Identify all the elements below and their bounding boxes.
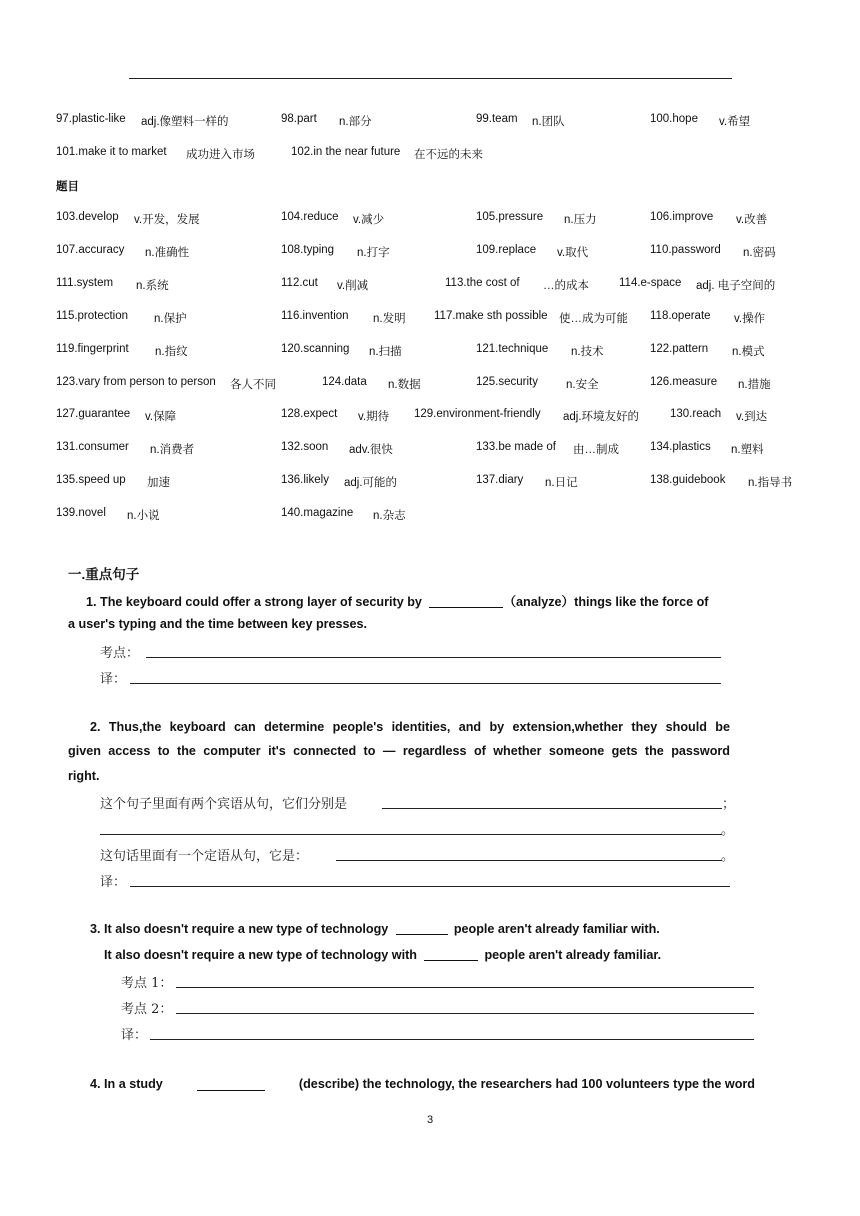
vocab-term: 106.improve <box>650 211 714 223</box>
object-clause-line-2[interactable] <box>100 834 722 835</box>
sentence-1-part-a: 1. The keyboard could offer a strong layer of security by <box>86 595 422 609</box>
vocab-definition: n.消费者 <box>150 444 195 456</box>
vocab-term: 116.invention <box>281 310 349 322</box>
vocab-term: 112.cut <box>281 277 318 289</box>
vocab-definition: 各人不同 <box>230 379 276 391</box>
vocab-definition: …的成本 <box>543 280 589 292</box>
vocab-term: 138.guidebook <box>650 474 726 486</box>
vocab-definition: n.措施 <box>738 379 771 391</box>
vocab-term: 111.system <box>56 277 114 289</box>
sentence-1-line-2: a user's typing and the time between key presses. <box>68 617 368 631</box>
period-2: 。 <box>721 849 735 864</box>
vocab-term: 137.diary <box>476 474 524 486</box>
vocab-definition: n.打字 <box>357 247 390 259</box>
attributive-clause-line[interactable] <box>336 860 722 861</box>
vocab-term: 139.novel <box>56 507 106 519</box>
vocab-definition: n.日记 <box>545 477 578 489</box>
vocab-definition: 使…成为可能 <box>559 313 628 325</box>
vocab-row <box>0 376 860 396</box>
vocab-definition: v.开发，发展 <box>134 214 200 226</box>
vocab-definition: n.安全 <box>566 379 599 391</box>
vocab-definition: n.小说 <box>127 510 160 522</box>
vocab-term: 102.in the near future <box>291 146 401 158</box>
sentence-4-part-b: (describe) the technology, the researchers had 100 volunteers type the word <box>298 1077 755 1091</box>
vocab-term: 127.guarantee <box>56 408 131 420</box>
vocab-definition: v.减少 <box>353 214 385 226</box>
vocab-term: 130.reach <box>670 408 722 420</box>
page-number: 3 <box>426 1114 434 1126</box>
vocab-definition: v.希望 <box>719 116 751 128</box>
period-1: 。 <box>721 823 735 838</box>
sentence-2-line-2: given access to the computer it's connected to — regardless of whether someone gets the password <box>68 744 730 758</box>
vocab-definition: 由…制成 <box>573 444 619 456</box>
vocab-term: 121.technique <box>476 343 549 355</box>
vocab-definition: n.密码 <box>743 247 776 259</box>
vocab-term: 99.team <box>476 113 518 125</box>
vocab-definition: n.保护 <box>154 313 187 325</box>
sentence-1-part-b: （analyze）things like the force of <box>503 595 709 609</box>
sentence-2-line-1: 2. Thus,the keyboard can determine people's identities, and by extension,whether they should be <box>90 720 730 734</box>
vocab-definition: n.扫描 <box>369 346 402 358</box>
object-clause-question: 这个句子里面有两个宾语从句，它们分别是 <box>100 797 348 812</box>
sentence-3-part-c: It also doesn't require a new type of technology with <box>104 948 417 962</box>
vocab-term: 125.security <box>476 376 539 388</box>
sentence-3-kaodian-2-label: 考点 2： <box>121 1002 173 1017</box>
vocab-term: 123.vary from person to person <box>56 376 216 388</box>
vocab-definition: adv.很快 <box>349 444 393 456</box>
sentence-1-line-1 <box>86 591 708 610</box>
vocab-definition: v.削减 <box>337 280 369 292</box>
vocab-definition: n.发明 <box>373 313 406 325</box>
vocab-definition: n.模式 <box>732 346 765 358</box>
vocab-definition: n.部分 <box>339 116 372 128</box>
vocab-row <box>0 441 860 461</box>
sentence-4-part-a: 4. In a study <box>90 1077 163 1091</box>
vocab-term: 104.reduce <box>281 211 339 223</box>
sentence-3-kaodian-2-line[interactable] <box>176 1013 754 1014</box>
sentence-3-kaodian-1-line[interactable] <box>176 987 754 988</box>
vocab-row <box>0 408 860 428</box>
semicolon: ； <box>722 797 736 812</box>
vocab-definition: n.指纹 <box>155 346 188 358</box>
sentence-4-line-1 <box>90 1077 755 1091</box>
header-rule <box>129 78 732 79</box>
vocab-definition: adj.像塑料一样的 <box>141 116 229 128</box>
sentence-3-translation-label: 译： <box>121 1028 148 1043</box>
vocab-term: 136.likely <box>281 474 329 486</box>
vocab-row <box>0 211 860 231</box>
vocab-term: 101.make it to market <box>56 146 167 158</box>
vocab-term: 115.protection <box>56 310 129 322</box>
sentence-1-translation-label: 译： <box>100 672 127 687</box>
vocab-term: 114.e-space <box>619 277 682 289</box>
attributive-clause-question: 这句话里面有一个定语从句，它是： <box>100 849 309 864</box>
vocab-row <box>0 310 860 330</box>
vocab-term: 117.make sth possible <box>434 310 548 322</box>
sentence-3-line-2 <box>104 947 661 962</box>
vocab-row <box>0 146 860 166</box>
sentence-3-part-b: people aren't already familiar with. <box>453 922 660 936</box>
vocab-term: 103.develop <box>56 211 119 223</box>
vocab-definition: n.压力 <box>564 214 597 226</box>
vocab-term: 129.environment-friendly <box>414 408 541 420</box>
vocab-definition: adj. 电子空间的 <box>696 280 776 292</box>
vocab-definition: n.团队 <box>532 116 565 128</box>
vocab-term: 120.scanning <box>281 343 350 355</box>
vocab-term: 98.part <box>281 113 317 125</box>
vocab-term: 124.data <box>322 376 367 388</box>
vocab-definition: 加速 <box>147 477 170 489</box>
vocab-term: 131.consumer <box>56 441 129 453</box>
sentence-2-line-3: right. <box>68 769 100 783</box>
vocab-term: 105.pressure <box>476 211 544 223</box>
object-clause-line-1[interactable] <box>382 808 722 809</box>
vocab-row <box>0 244 860 264</box>
vocab-row <box>0 507 860 527</box>
vocab-row <box>0 277 860 297</box>
vocab-definition: n.杂志 <box>373 510 406 522</box>
vocab-definition: v.到达 <box>736 411 768 423</box>
vocab-term: 119.fingerprint <box>56 343 129 355</box>
topic-heading: 题目 <box>56 181 79 193</box>
sentence-3-blank-1[interactable] <box>396 921 448 935</box>
vocab-row <box>0 474 860 494</box>
sentence-4-blank[interactable] <box>197 1077 265 1091</box>
vocab-definition: v.改善 <box>736 214 768 226</box>
sentence-1-kaodian-line[interactable] <box>146 657 721 658</box>
vocab-definition: n.技术 <box>571 346 604 358</box>
vocab-term: 126.measure <box>650 376 718 388</box>
vocab-term: 128.expect <box>281 408 338 420</box>
vocab-term: 110.password <box>650 244 721 256</box>
vocab-definition: v.期待 <box>358 411 390 423</box>
vocab-definition: n.数据 <box>388 379 421 391</box>
vocab-term: 100.hope <box>650 113 698 125</box>
vocab-definition: n.准确性 <box>145 247 190 259</box>
vocab-definition: v.取代 <box>557 247 589 259</box>
vocab-term: 118.operate <box>650 310 711 322</box>
vocab-term: 108.typing <box>281 244 335 256</box>
vocab-definition: 成功进入市场 <box>186 149 255 161</box>
vocab-term: 140.magazine <box>281 507 354 519</box>
sentence-3-part-d: people aren't already familiar. <box>484 948 662 962</box>
sentence-3-blank-2[interactable] <box>424 947 478 961</box>
vocab-term: 122.pattern <box>650 343 709 355</box>
vocab-definition: n.系统 <box>136 280 169 292</box>
vocab-term: 133.be made of <box>476 441 556 453</box>
vocab-definition: adj.可能的 <box>344 477 398 489</box>
sentence-3-line-1 <box>90 921 660 936</box>
sentence-2-translation-line[interactable] <box>130 886 730 887</box>
vocab-row <box>0 343 860 363</box>
vocab-term: 135.speed up <box>56 474 126 486</box>
vocab-term: 107.accuracy <box>56 244 125 256</box>
vocab-definition: adj.环境友好的 <box>563 411 640 423</box>
vocab-definition: n.指导书 <box>748 477 793 489</box>
vocab-term: 132.soon <box>281 441 329 453</box>
sentence-3-translation-line[interactable] <box>150 1039 754 1040</box>
vocab-term: 134.plastics <box>650 441 711 453</box>
vocab-term: 113.the cost of <box>445 277 520 289</box>
vocab-definition: v.操作 <box>734 313 766 325</box>
vocab-definition: n.塑料 <box>731 444 764 456</box>
sentence-1-blank[interactable] <box>429 594 503 608</box>
sentence-3-kaodian-1-label: 考点 1： <box>121 976 173 991</box>
vocab-term: 109.replace <box>476 244 537 256</box>
vocab-definition: 在不远的未来 <box>414 149 483 161</box>
vocab-term: 97.plastic-like <box>56 113 126 125</box>
sentence-1-translation-line[interactable] <box>130 683 721 684</box>
section-title: 一.重点句子 <box>68 567 140 582</box>
vocab-row <box>0 113 860 133</box>
sentence-1-kaodian-label: 考点： <box>100 646 140 661</box>
sentence-3-part-a: 3. It also doesn't require a new type of technology <box>90 922 389 936</box>
sentence-2-translation-label: 译： <box>100 875 127 890</box>
vocab-definition: v.保障 <box>145 411 177 423</box>
